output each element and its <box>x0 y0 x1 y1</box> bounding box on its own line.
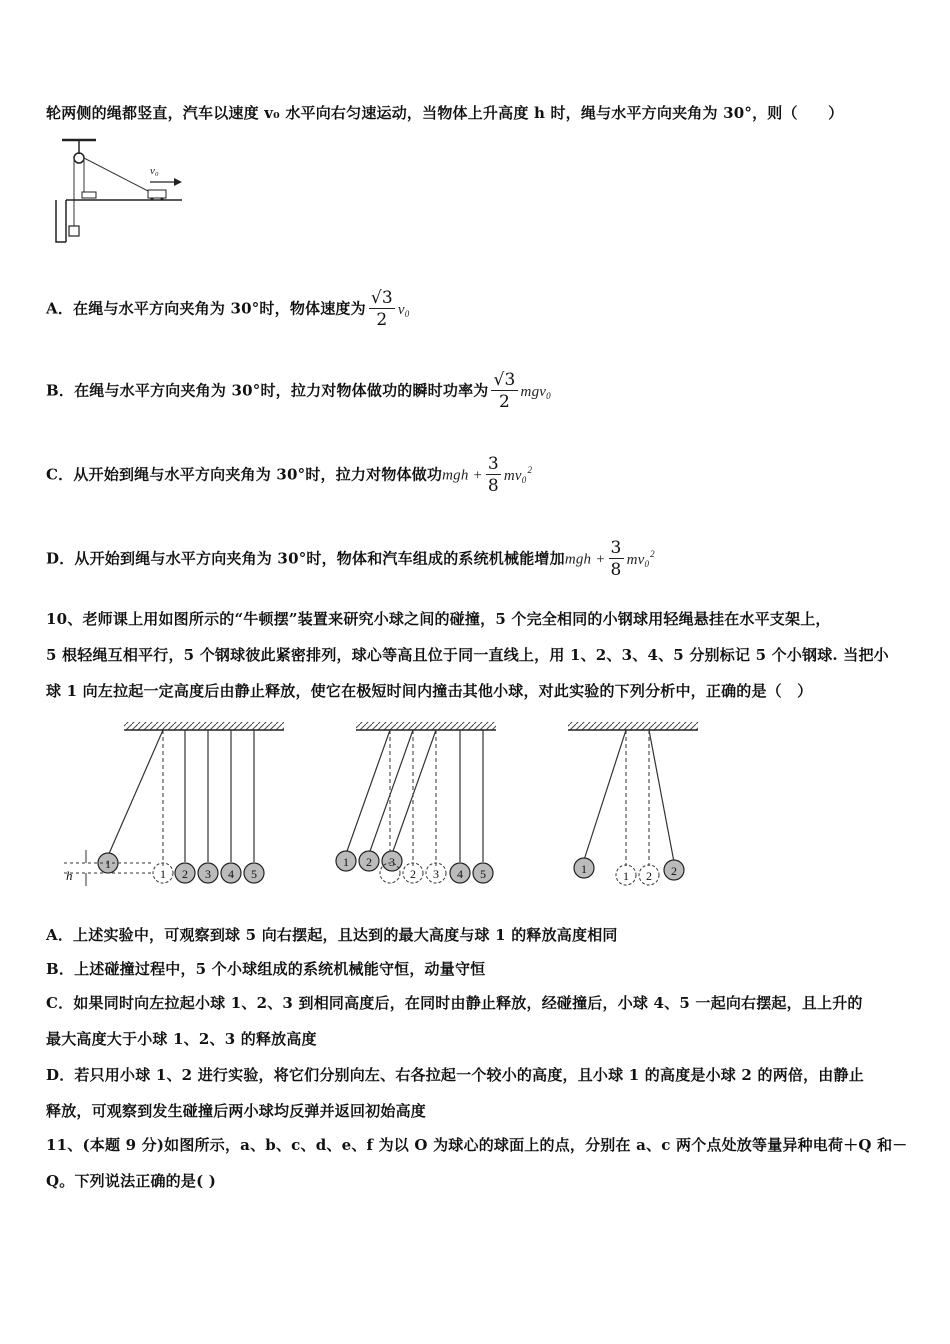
svg-text:3: 3 <box>205 867 211 881</box>
svg-text:1: 1 <box>581 862 587 876</box>
q10-option-d-line-1: D．若只用小球 1、2 进行实验，将它们分别向左、右各拉起一个较小的高度，且小球 1 的高度是小球 2 的两倍，由静止 <box>46 1066 864 1084</box>
q10-option-b: B．上述碰撞过程中，5 个小球组成的系统机械能守恒，动量守恒 <box>46 960 486 978</box>
formula: $mv_0^2$ <box>503 464 533 485</box>
option-b-text: B．在绳与水平方向夹角为 30°时，拉力对物体做功的瞬时功率为 <box>46 381 489 400</box>
car-body <box>148 190 166 198</box>
svg-text:5: 5 <box>480 867 486 881</box>
svg-text:2: 2 <box>410 867 416 881</box>
svg-text:5: 5 <box>251 867 257 881</box>
svg-text:2: 2 <box>671 864 677 878</box>
fraction: $\frac{√3}{2}$ <box>370 288 393 330</box>
q9-option-d <box>46 538 655 581</box>
svg-text:3: 3 <box>389 855 395 869</box>
q11-stem-line-1: 11、(本题 9 分)如图所示，a、b、c、d、e、f 为以 O 为球心的球面上的点，分别在 a、c 两个点处放等量异种电荷＋Q 和－ <box>46 1136 908 1154</box>
formula: $mv_0^2$ <box>626 548 655 569</box>
fraction: $\frac{3}{8}$ <box>487 454 499 496</box>
formula: $v_0$ <box>397 301 410 319</box>
svg-text:2: 2 <box>366 855 372 869</box>
q10-option-c-line-1: C．如果同时向左拉起小球 1、2、3 到相同高度后，在同时由静止释放，经碰撞后，小球 4、5 一起向右摆起，且上升的 <box>46 994 863 1012</box>
svg-text:1: 1 <box>105 857 111 871</box>
svg-text:3: 3 <box>433 867 439 881</box>
q10-option-c-line-2: 最大高度大于小球 1、2、3 的释放高度 <box>46 1030 317 1048</box>
q9-option-c <box>46 454 532 497</box>
height-label: h <box>66 868 73 883</box>
q9-pulley-figure <box>52 134 192 246</box>
pulley-wheel <box>74 153 84 163</box>
q9-option-a <box>46 288 409 331</box>
svg-text:1: 1 <box>160 867 166 881</box>
svg-text:1: 1 <box>623 869 629 883</box>
velocity-arrow <box>174 178 182 186</box>
cradle-panel-3 <box>568 722 698 885</box>
svg-text:1: 1 <box>343 855 349 869</box>
newtons-cradle-figure <box>60 718 710 896</box>
q10-stem-line-2: 5 根轻绳互相平行，5 个钢球彼此紧密排列，球心等高且位于同一直线上，用 1、2、3、4、5 分别标记 5 个小钢球. 当把小 <box>46 646 889 664</box>
svg-text:2: 2 <box>646 869 652 883</box>
svg-text:4: 4 <box>228 867 234 881</box>
q10-option-a: A．上述实验中，可观察到球 5 向右摆起，且达到的最大高度与球 1 的释放高度相同 <box>46 926 618 944</box>
option-c-text: C．从开始到绳与水平方向夹角为 30°时，拉力对物体做功 <box>46 465 443 484</box>
svg-text:4: 4 <box>457 867 463 881</box>
q11-stem-line-2: Q。下列说法正确的是( ) <box>46 1172 217 1190</box>
cradle-panel-1 <box>64 722 284 886</box>
fraction: $\frac{√3}{2}$ <box>493 370 516 412</box>
q9-stem-line: 轮两侧的绳都竖直，汽车以速度 v₀ 水平向右匀速运动，当物体上升高度 h 时，绳与水平方向夹角为 30°，则（ ） <box>46 104 844 122</box>
q10-option-d-line-2: 释放，可观察到发生碰撞后两小球均反弹并返回初始高度 <box>46 1102 427 1120</box>
svg-text:2: 2 <box>182 867 188 881</box>
q10-stem-line-1: 10、老师课上用如图所示的“牛顿摆”装置来研究小球之间的碰撞，5 个完全相同的小钢球用轻绳悬挂在水平支架上， <box>46 610 831 628</box>
formula: mgh + <box>442 467 483 484</box>
fraction: $\frac{3}{8}$ <box>610 538 622 580</box>
velocity-label: v₀ <box>150 165 159 177</box>
option-d-text: D．从开始到绳与水平方向夹角为 30°时，物体和汽车组成的系统机械能增加 <box>46 549 565 568</box>
q10-stem-line-3: 球 1 向左拉起一定高度后由静止释放，使它在极短时间内撞击其他小球，对此实验的下列分析中，正确的是（ ） <box>46 682 813 700</box>
formula: mgh + <box>564 551 606 568</box>
q9-option-b <box>46 370 551 413</box>
cradle-panel-2 <box>336 722 496 883</box>
option-a-text: A．在绳与水平方向夹角为 30°时，物体速度为 <box>46 299 366 318</box>
hanging-block <box>69 226 79 236</box>
formula: mgv$_0$ <box>520 383 551 401</box>
